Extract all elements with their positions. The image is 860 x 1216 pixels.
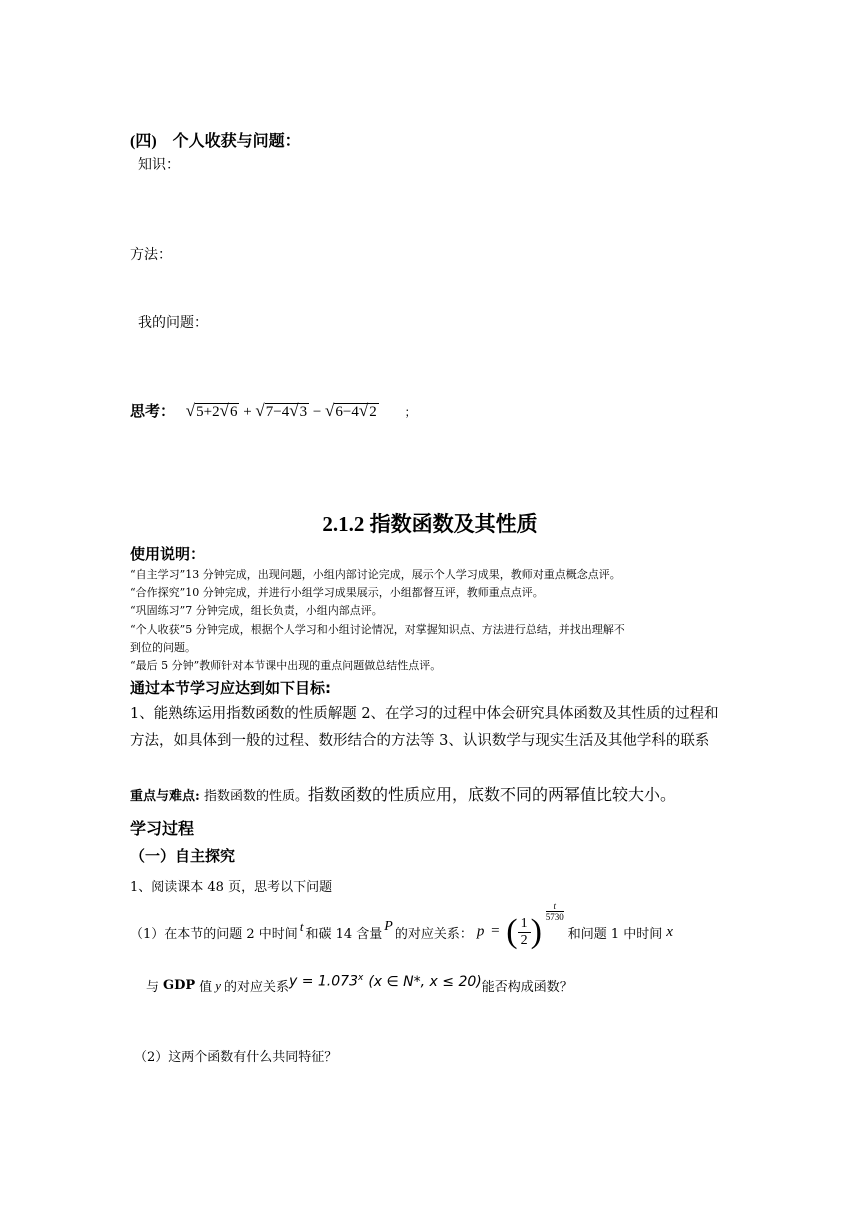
document-title: 2.1.2 指数函数及其性质	[322, 512, 538, 536]
question-2: （2）这两个函数有什么共同特征？	[134, 1050, 338, 1065]
goals-heading: 通过本节学习应达到如下目标:	[130, 679, 331, 697]
usage-line: “巩固练习”7 分钟完成，组长负责，小组内部点评。	[130, 604, 383, 617]
question-1: （1）在本节的问题 2 中时间 t 和碳 14 含量 P 的对应关系： p = ( $\frac{1}{2}$ ) $\frac{t}{5730}$ 和问题 1 中时间 x	[130, 901, 673, 950]
gdp-formula: $y = 1.073^x$ (x ∈ N*, x ≤ 20)	[288, 973, 482, 990]
thinking-end: ；	[404, 405, 417, 419]
decay-formula: p = ( $\frac{1}{2}$ ) $\frac{t}{5730}$	[476, 901, 564, 950]
radical-expression: √5+2√6 + √7−4√3 − √6−4√2	[185, 401, 377, 420]
key-points-label: 重点与难点	[130, 789, 196, 804]
goals-text: 1、能熟练运用指数函数的性质解题 2、在学习的过程中体会研究具体函数及其性质的过程和方法，如具体到一般的过程、数形结合的方法等 3、认识数学与现实生活及其他学科的联系	[130, 706, 719, 749]
knowledge-label: 知识：	[138, 157, 180, 173]
radical-term-1: √5+2√6	[185, 401, 238, 420]
process-heading: 学习过程	[130, 819, 195, 838]
key-points-part2: 指数函数的性质应用，底数不同的两幂值比较大小。	[307, 785, 676, 804]
usage-heading: 使用说明：	[130, 545, 206, 563]
usage-line: “最后 5 分钟”教师针对本节课中出现的重点问题做总结性点评。	[130, 659, 442, 672]
radical-term-2: √7−4√3	[255, 401, 308, 420]
process-subheading: （一）自主探究	[130, 847, 236, 865]
thinking-label: 思考：	[130, 402, 176, 420]
key-points-part1: 指数函数的性质。	[199, 789, 308, 804]
usage-line: 到位的问题。	[130, 641, 196, 654]
thinking-line	[130, 400, 416, 421]
method-label: 方法：	[130, 247, 172, 263]
key-points: 重点与难点: 指数函数的性质。指数函数的性质应用，底数不同的两幂值比较大小。	[130, 785, 676, 804]
usage-line: “个人收获”5 分钟完成，根据个人学习和小组讨论情况，对掌握知识点、方法进行总结，并找出理解不	[130, 623, 625, 636]
radical-term-3: √6−4√2	[325, 401, 377, 420]
reading-item: 1、阅读课本 48 页，思考以下问题	[130, 880, 333, 895]
usage-line: “合作探究”10 分钟完成，并进行小组学习成果展示，小组都督互评，教师重点点评。	[130, 586, 544, 599]
my-questions-label: 我的问题：	[138, 315, 208, 331]
question-1-continued: 与 GDP 值 y 的对应关系 $y = 1.073^x$ (x ∈ N*, x ≤ 20) 能否构成函数？	[146, 973, 573, 995]
usage-line: “自主学习”13 分钟完成，出现问题，小组内部讨论完成，展示个人学习成果，教师对重点概念点评。	[130, 568, 621, 581]
section-heading: (四) 个人收获与问题：	[130, 133, 301, 150]
